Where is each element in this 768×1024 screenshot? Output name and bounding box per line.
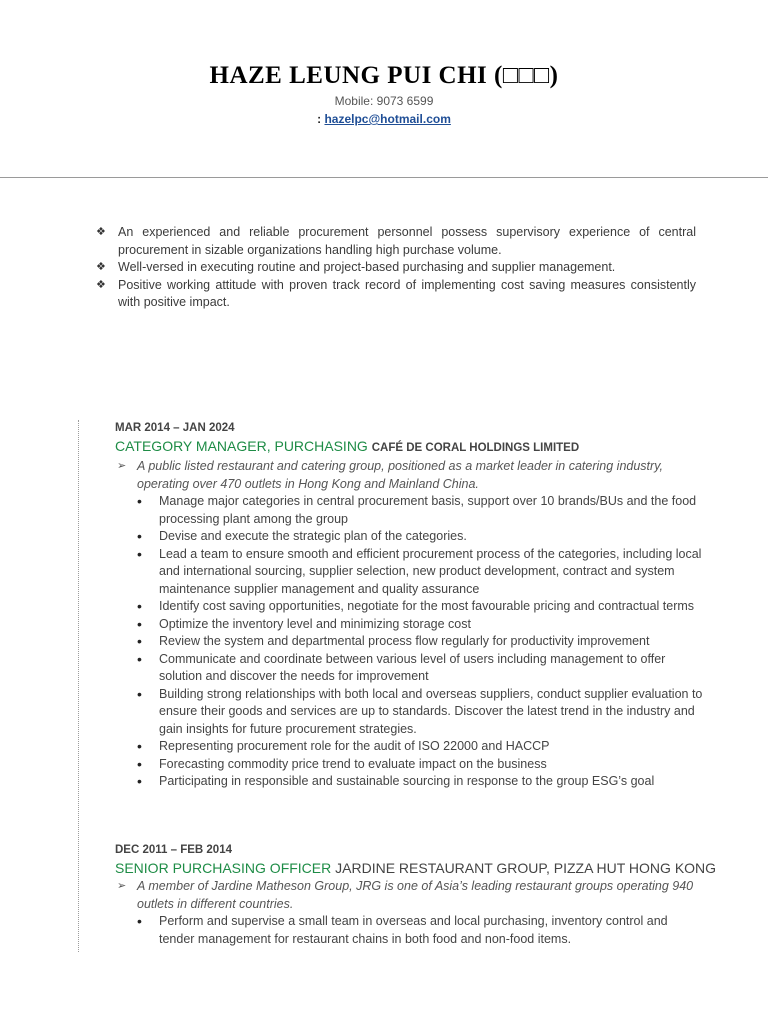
duty-item [137, 545, 705, 599]
job-duties [115, 913, 705, 948]
duty-item [137, 913, 705, 948]
summary-item [96, 259, 696, 277]
bullet-icon: • [137, 528, 142, 544]
bullet-icon: • [137, 913, 142, 929]
job-title-row [115, 858, 717, 878]
job-intro [115, 458, 705, 493]
duty-item [137, 615, 705, 634]
job-role: SENIOR PURCHASING OFFICER [115, 860, 332, 876]
job-date: DEC 2011 – FEB 2014 [115, 844, 232, 856]
bullet-icon: • [137, 738, 142, 754]
arrow-bullet-icon: ➢ [117, 460, 127, 472]
diamond-bullet-icon: ❖ [96, 226, 106, 238]
bullet-icon: • [137, 755, 142, 772]
email-row [0, 110, 768, 128]
job-company: CAFÉ DE CORAL HOLDINGS LIMITED [371, 442, 580, 454]
duty-text: Perform and supervise a small team in overseas and local purchasing, inventory control and tender management for restaurant chains in both food and non-food items. [159, 914, 668, 946]
bullet-icon: • [137, 633, 142, 649]
duty-item [137, 738, 705, 756]
duty-item [137, 598, 705, 616]
duty-item [137, 685, 705, 739]
job-entry [115, 420, 705, 791]
bullet-icon: • [137, 650, 142, 667]
bullet-icon: • [137, 773, 142, 789]
duty-item [137, 528, 705, 546]
summary-text: An experienced and reliable procurement personnel possess supervisory experience of central procurement in sizable organizations handling high purchase volume. [118, 225, 696, 257]
duty-text: Devise and execute the strategic plan of the categories. [159, 529, 467, 543]
bullet-icon: • [137, 685, 142, 702]
duty-item [137, 755, 705, 774]
diamond-bullet-icon: ❖ [96, 278, 106, 291]
job-duties [115, 493, 705, 791]
duty-text: Identify cost saving opportunities, negotiate for the most favourable pricing and contractual terms [159, 599, 695, 613]
bullet-icon: • [137, 615, 142, 632]
arrow-bullet-icon: ➢ [117, 880, 127, 892]
bullet-icon: • [137, 545, 142, 562]
duty-text: Forecasting commodity price trend to evaluate impact on the business [159, 756, 547, 771]
job-title-row [115, 436, 705, 458]
candidate-name: HAZE LEUNG PUI CHI (□□□) [209, 62, 559, 89]
duty-item [137, 633, 705, 651]
duty-item [137, 650, 705, 686]
duty-text: Communicate and coordinate between various level of users including management to offer solution and discover the needs for improvement [159, 651, 666, 683]
job-intro [115, 878, 705, 913]
summary-item [96, 277, 696, 312]
duty-text: Manage major categories in central procurement basis, support over 10 brands/BUs and the food processing plant among the group [159, 494, 697, 526]
diamond-bullet-icon: ❖ [96, 261, 106, 273]
duty-text: Review the system and departmental process flow regularly for productivity improvement [159, 634, 650, 648]
duty-text: Building strong relationships with both local and overseas suppliers, conduct supplier evaluation to ensure their goods and services are up to standards. Discover the latest trend in the industry and gain insights for future procurement strategies. [159, 686, 703, 736]
summary-list [96, 224, 696, 312]
email-link[interactable]: hazelpc@hotmail.com [324, 112, 451, 126]
header-divider [0, 177, 768, 178]
job-company: JARDINE RESTAURANT GROUP, PIZZA HUT HONG KONG [335, 860, 717, 876]
job-role: CATEGORY MANAGER, PURCHASING [115, 438, 368, 454]
bullet-icon: • [137, 598, 142, 614]
contact-info [0, 92, 768, 128]
bullet-icon: • [137, 493, 142, 509]
mobile-number: Mobile: 9073 6599 [334, 94, 434, 108]
email-prefix: : [317, 112, 325, 126]
duty-item [137, 493, 705, 528]
duty-item [137, 773, 705, 791]
resume-header [0, 60, 768, 128]
job-intro-text: A public listed restaurant and catering group, positioned as a market leader in catering industry, operating over 470 outlets in Hong Kong and Mainland China. [137, 459, 663, 491]
summary-text: Positive working attitude with proven track record of implementing cost saving measures consistently with positive impact. [118, 277, 696, 309]
experience-section [78, 420, 719, 952]
job-date: MAR 2014 – JAN 2024 [115, 422, 235, 434]
duty-text: Participating in responsible and sustainable sourcing in response to the group ESG’s goal [159, 774, 655, 788]
summary-item [96, 224, 696, 259]
job-intro-text: A member of Jardine Matheson Group, JRG is one of Asia’s leading restaurant groups operating 940 outlets in different countries. [137, 879, 694, 911]
duty-text: Optimize the inventory level and minimizing storage cost [159, 616, 471, 631]
duty-text: Representing procurement role for the audit of ISO 22000 and HACCP [159, 739, 550, 753]
duty-text: Lead a team to ensure smooth and efficient procurement process of the categories, including local and international sourcing, supplier selection, new product development, contract and system maintenance supplier management and quality assurance [159, 546, 702, 596]
summary-text: Well-versed in executing routine and project-based purchasing and supplier management. [118, 260, 616, 274]
job-entry [115, 842, 717, 948]
